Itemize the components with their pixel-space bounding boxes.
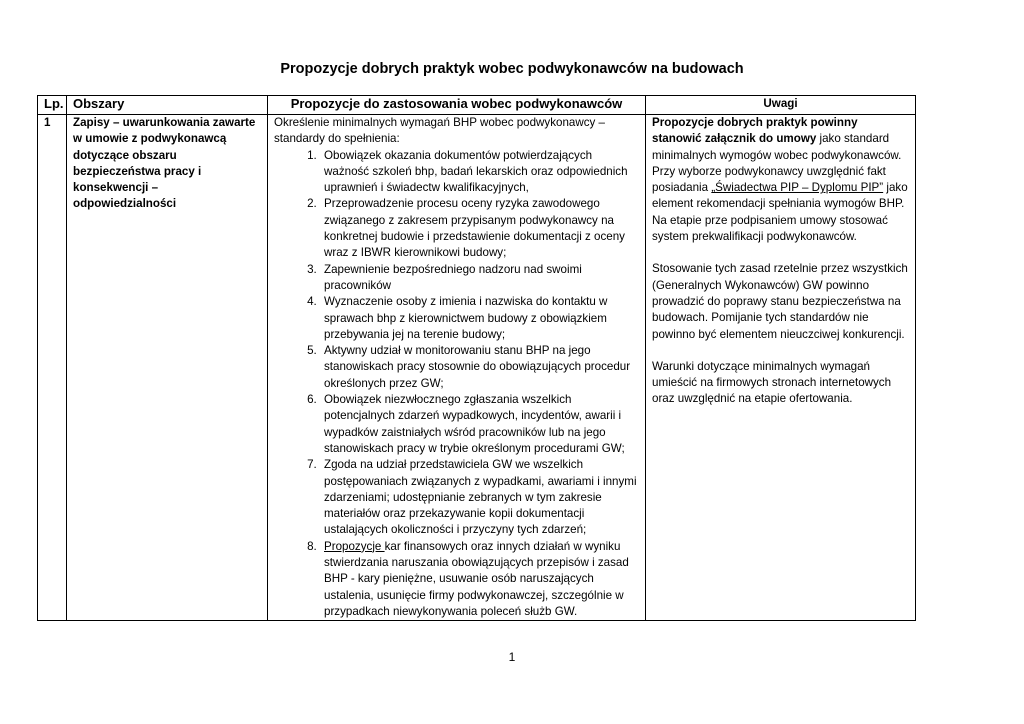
list-item: 7. Zgoda na udział przedstawiciela GW we wszelkich postępowaniach związanych z wypadkami, awariami i innymi zdarzeniami; udostępnianie zebranych w tym zakresie materiałów oraz przekazywanie kopii dokumentacji ustalających okoliczności i przyczyny tych zdarzeń; [320,457,639,538]
notes-p2-underlined: „Świadectwa PIP – Dyplomu PIP” [711,181,884,195]
notes-paragraph-2 [652,164,909,213]
requirements-list [274,148,639,621]
table-header-row [38,96,916,115]
table-row [38,115,916,621]
header-lp: Lp. [38,96,67,115]
list-item: 6. Obowiązek niezwłocznego zgłaszania wszelkich potencjalnych zdarzeń wypadkowych, incydentów, awarii i wypadków zaistniałych wśród pracowników lub na jego stanowiskach pracy w trybie określonym procedurami GW; [320,392,639,457]
notes-p1-bold: Propozycje dobrych praktyk powinny stanowić załącznik do umowy [652,116,858,146]
header-notes: Uwagi [646,96,916,115]
list-item: 2. Przeprowadzenie procesu oceny ryzyka zawodowego związanego z zakresem przypisanym podwykonawcy na konkretnej budowie i przedstawienie dokumentacji z oceny wraz z IBWR kierownikowi budowy; [320,196,639,261]
notes-paragraph-4: Stosowanie tych zasad rzetelnie przez wszystkich (Generalnych Wykonawców) GW powinno prowadzić do poprawy stanu bezpieczeństwa na budowach. Pomijanie tych standardów nie powinno być elementem nieuczciwej konkurencji. [652,262,908,341]
list-item: 3. Zapewnienie bezpośredniego nadzoru nad swoimi pracowników [320,262,639,295]
item8-underlined: Propozycje [324,539,385,553]
area-cell: Zapisy – uwarunkowania zawarte w umowie z podwykonawcą dotyczące obszaru bezpieczeństwa pracy i konsekwencji – odpowiedzialności [67,115,268,621]
proposals-intro: Określenie minimalnych wymagań BHP wobec podwykonawcy – standardy do spełnienia: [274,116,605,146]
page-title: Propozycje dobrych praktyk wobec podwykonawców na budowach [280,61,744,77]
notes-cell [646,115,916,621]
notes-p2-start: Przy wyborze podwykonawcy uwzględnić fakt posiadania [652,164,886,195]
proposals-cell [268,115,646,621]
list-item: 4. Wyznaczenie osoby z imienia i nazwiska do kontaktu w sprawach bhp z kierownictwem budowy z obowiązkiem przebywania jej na terenie budowy; [320,294,639,343]
notes-p1-text: jako standard minimalnych wymogów wobec podwykonawców. [652,132,902,162]
notes-paragraph-5: Warunki dotyczące minimalnych wymagań umieścić na firmowych stronach internetowych oraz uwzględnić na etapie ofertowania. [652,359,892,406]
item8-text: kar finansowych oraz innych działań w wyniku stwierdzania naruszania obowiązujących przepisów i zasad BHP - kary pieniężne, usuwanie osób naruszających ustalenia, usunięcie firmy podwykonawczej, szczególnie w przypadkach niewykonywania poleceń służb GW. [324,539,629,618]
notes-p2-rest: jako element rekomendacji spełniania wymogów BHP. [652,181,908,211]
notes-paragraph-3: Na etapie prze podpisaniem umowy stosować system prekwalifikacji podwykonawców. [652,213,888,244]
notes-paragraph-1 [652,115,909,164]
list-item [320,539,639,620]
list-item: 5. Aktywny udział w monitorowaniu stanu BHP na jego stanowiskach pracy stosownie do obowiązujących procedur określonych przez GW; [320,343,639,392]
list-item: 1. Obowiązek okazania dokumentów potwierdzających ważność szkoleń bhp, badań lekarskich oraz odpowiednich uprawnień i świadectw kwalifikacyjnych, [320,148,639,197]
page-number: 1 [508,650,516,664]
row-number: 1 [38,115,67,621]
practices-table [37,95,916,621]
header-proposals: Propozycje do zastosowania wobec podwykonawców [268,96,646,115]
header-areas: Obszary [67,96,268,115]
